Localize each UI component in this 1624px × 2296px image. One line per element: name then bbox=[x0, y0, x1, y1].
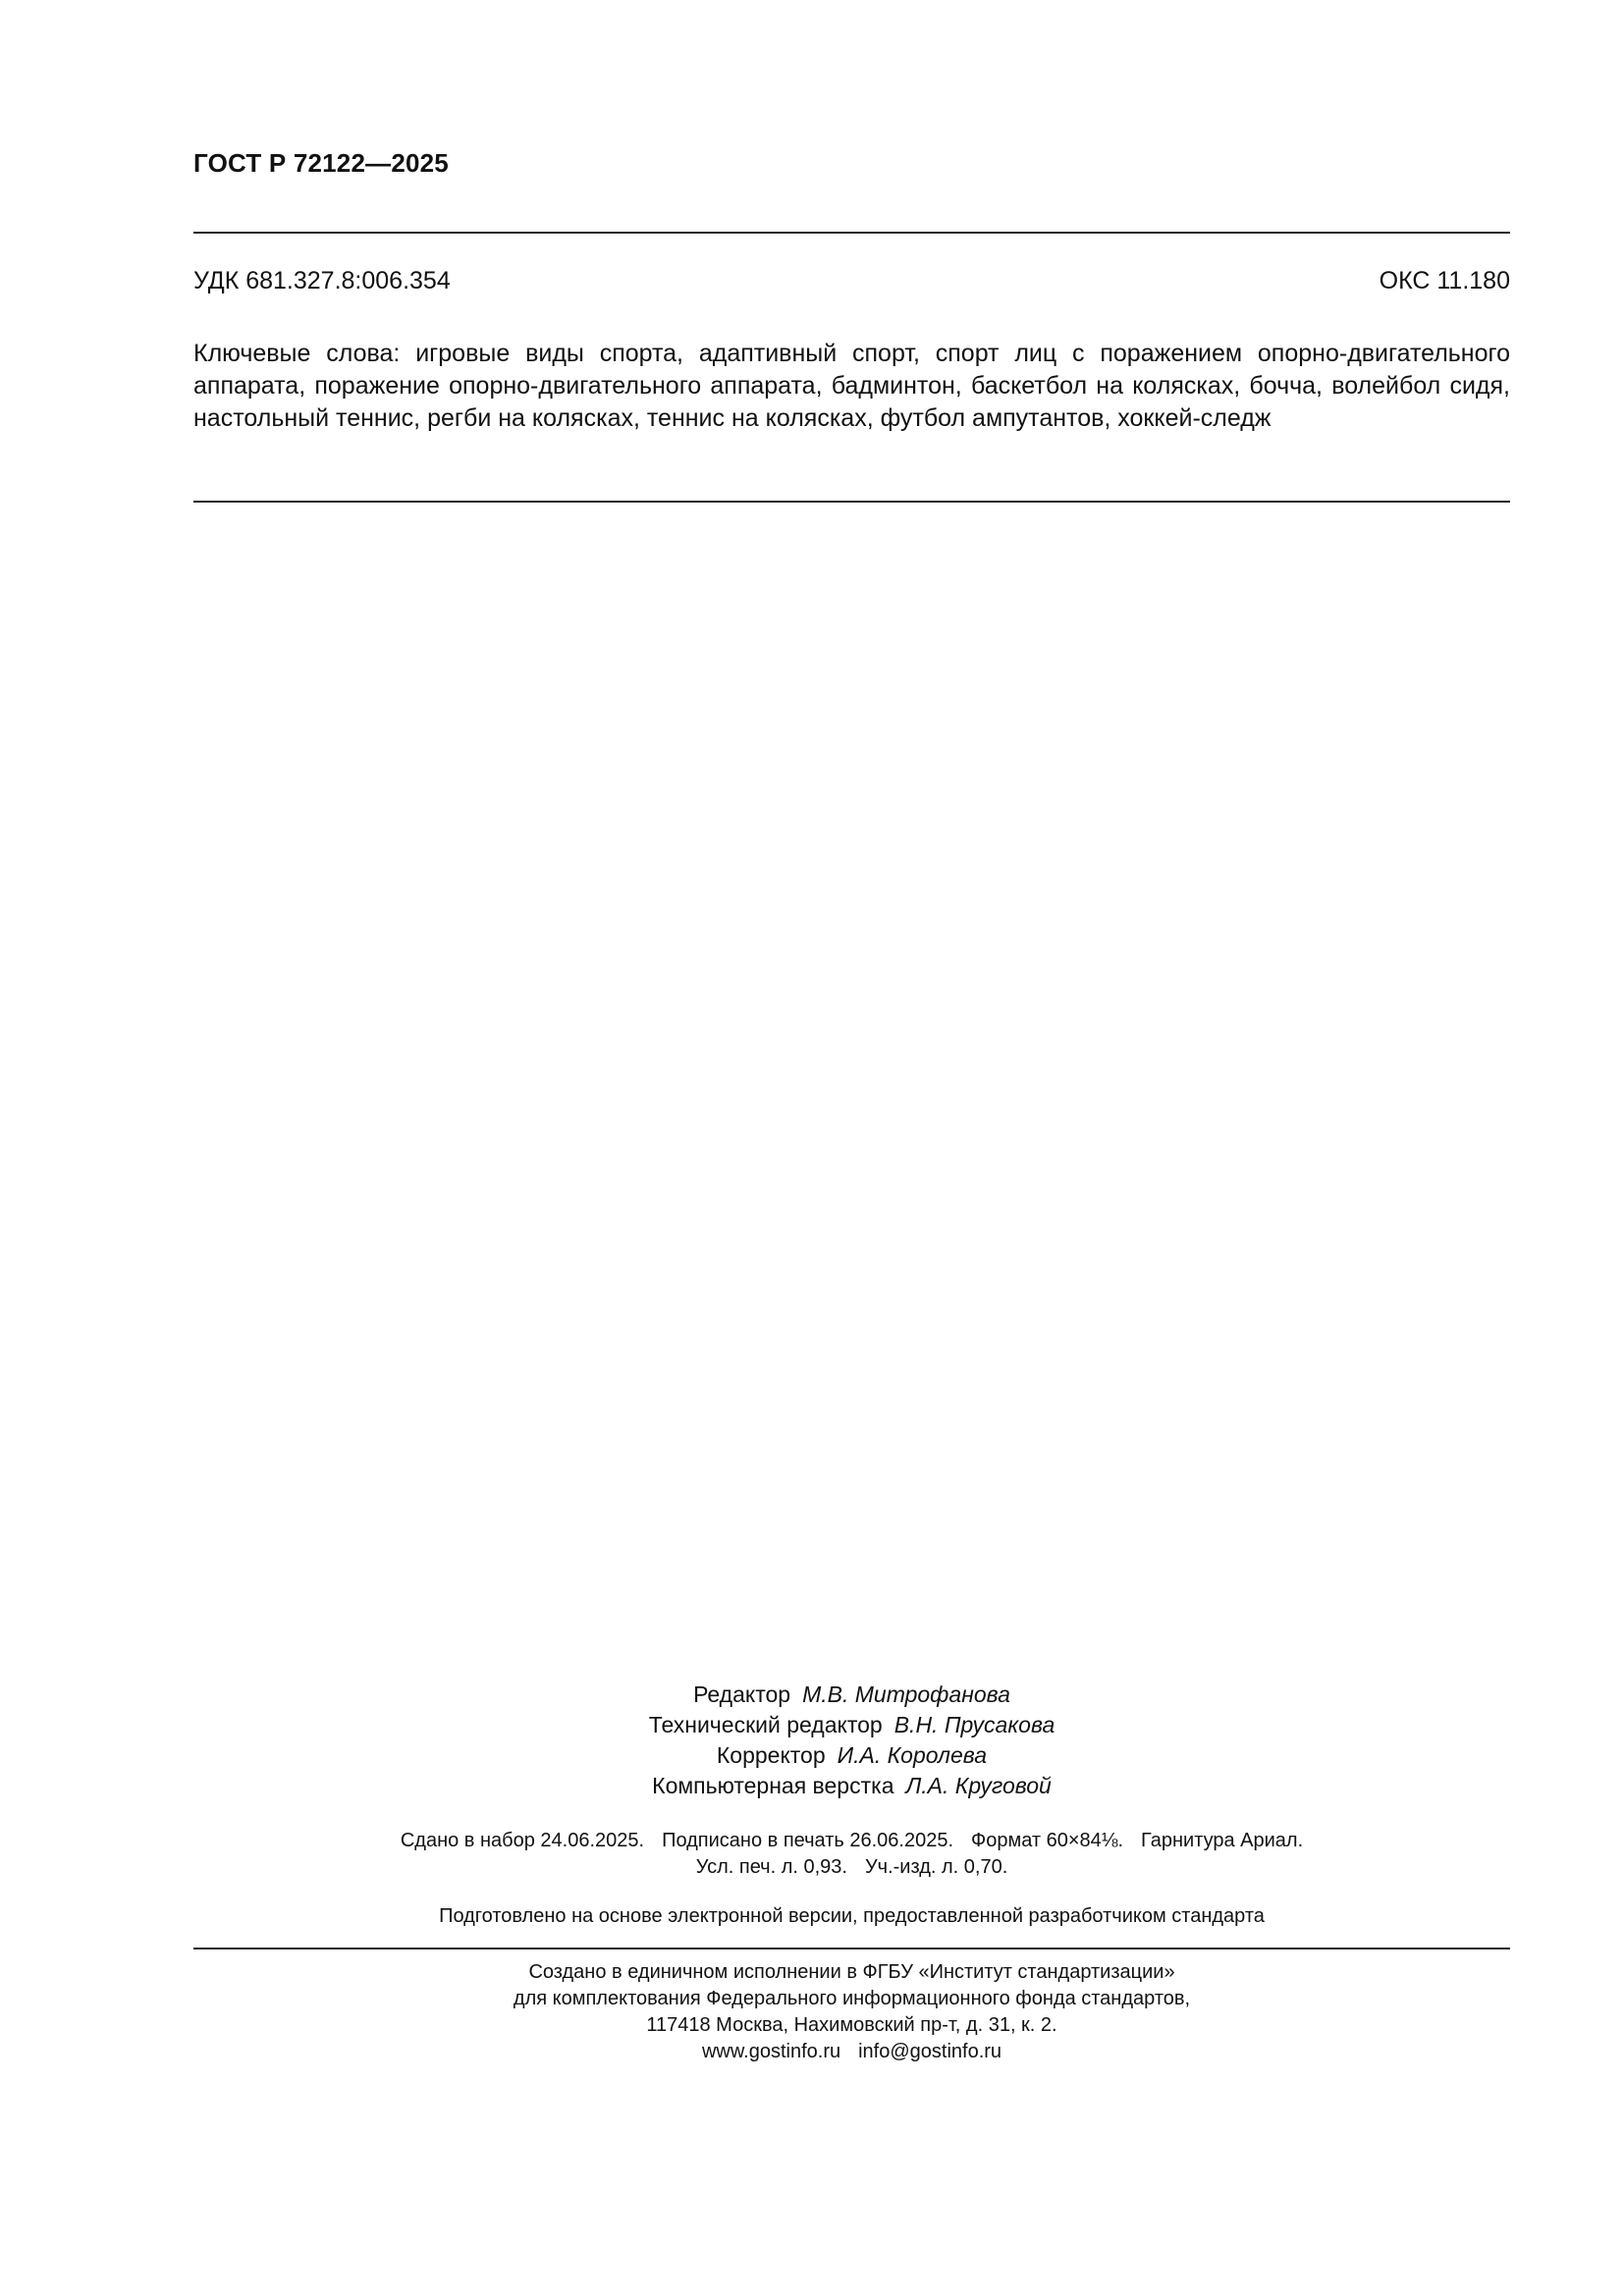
email-link[interactable]: info@gostinfo.ru bbox=[858, 2041, 1002, 2062]
paper-format: Формат 60×84⅛. bbox=[971, 1830, 1124, 1851]
print-sheets: Усл. печ. л. 0,93. bbox=[695, 1856, 847, 1878]
credits-block bbox=[193, 1680, 1510, 1801]
submitted-date: Сдано в набор 24.06.2025. bbox=[400, 1830, 645, 1851]
typeface: Гарнитура Ариал. bbox=[1141, 1830, 1304, 1851]
print-info-line-1 bbox=[193, 1828, 1510, 1854]
print-info-line-2 bbox=[193, 1854, 1510, 1881]
prepared-note: Подготовлено на основе электронной версии, предоставленной разработчиком стандарта bbox=[439, 1905, 1265, 1927]
udk-code: УДК 681.327.8:006.354 bbox=[193, 267, 451, 294]
signed-date: Подписано в печать 26.06.2025. bbox=[662, 1830, 954, 1851]
divider-bottom bbox=[193, 1948, 1510, 1949]
oks-code: ОКС 11.180 bbox=[1379, 267, 1510, 294]
document-code: ГОСТ Р 72122—2025 bbox=[193, 148, 449, 178]
website-link[interactable]: www.gostinfo.ru bbox=[701, 2041, 841, 2062]
publisher-sheets: Уч.-изд. л. 0,70. bbox=[864, 1856, 1008, 1878]
credit-role: Корректор bbox=[716, 1742, 826, 1768]
credit-name: В.Н. Прусакова bbox=[893, 1712, 1056, 1737]
print-info bbox=[193, 1828, 1510, 1881]
publisher-line-2: для комплектования Федерального информационного фонда стандартов, bbox=[513, 1988, 1191, 2009]
publisher-links bbox=[193, 2039, 1510, 2065]
keywords-paragraph: Ключевые слова: игровые виды спорта, адаптивный спорт, спорт лиц с поражением опорно-двигательного аппарата, поражение опорно-двигательного аппарата, бадминтон, баскетбол на колясках, бочча, волейбол сидя, настольный теннис, регби на колясках, теннис на колясках, футбол ампутантов, хоккей-следж bbox=[193, 340, 1510, 432]
publisher-line-1: Создано в единичном исполнении в ФГБУ «Институт стандартизации» bbox=[528, 1961, 1175, 1983]
classification-row bbox=[193, 267, 1510, 295]
credit-name: М.В. Митрофанова bbox=[802, 1682, 1010, 1707]
credit-technical-editor bbox=[193, 1710, 1510, 1740]
publisher-block bbox=[193, 1959, 1510, 2065]
credit-role: Компьютерная верстка bbox=[652, 1773, 894, 1798]
divider-middle bbox=[193, 501, 1510, 503]
credit-name: И.А. Королева bbox=[837, 1742, 988, 1768]
divider-top bbox=[193, 232, 1510, 234]
credit-role: Редактор bbox=[693, 1682, 791, 1707]
credit-proofreader bbox=[193, 1740, 1510, 1771]
credit-editor bbox=[193, 1680, 1510, 1710]
credit-layout bbox=[193, 1771, 1510, 1801]
publisher-address: 117418 Москва, Нахимовский пр-т, д. 31, к. 2. bbox=[646, 2014, 1057, 2036]
credit-name: Л.А. Круговой bbox=[905, 1773, 1052, 1798]
credit-role: Технический редактор bbox=[648, 1712, 883, 1737]
